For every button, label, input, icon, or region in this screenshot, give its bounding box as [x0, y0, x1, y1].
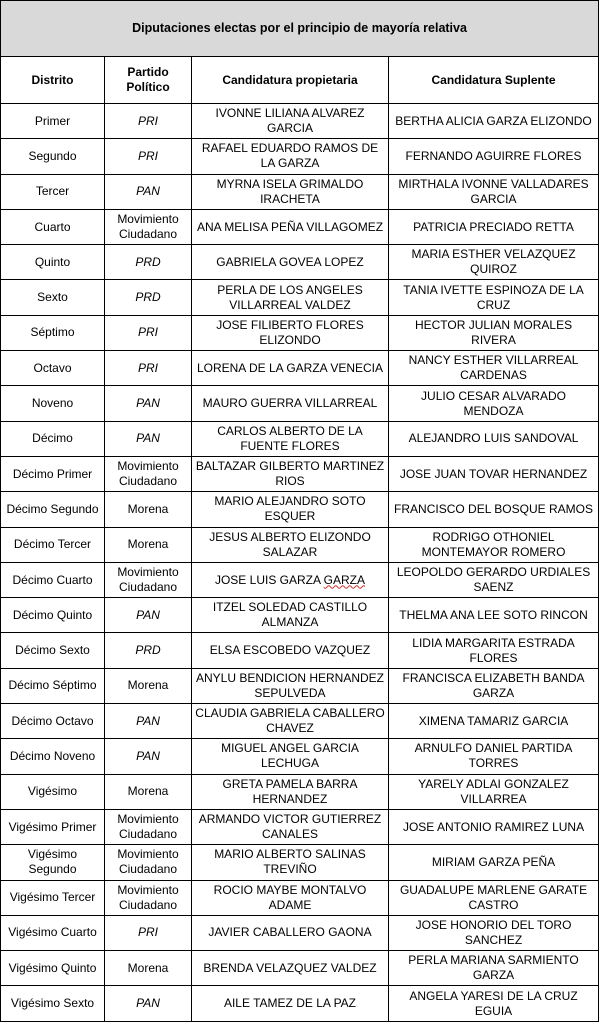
substitute-cell: THELMA ANA LEE SOTO RINCON	[389, 598, 599, 633]
substitute-cell: XIMENA TAMARIZ GARCIA	[389, 704, 599, 739]
district-cell: Décimo Séptimo	[1, 668, 105, 703]
substitute-cell: FRANCISCO DEL BOSQUE RAMOS	[389, 492, 599, 527]
owner-cell: PERLA DE LOS ANGELES VILLARREAL VALDEZ	[192, 280, 389, 315]
table-title-row	[1, 1, 599, 57]
district-cell: Primer	[1, 104, 105, 139]
party-cell: PAN	[105, 174, 192, 209]
district-cell: Décimo	[1, 421, 105, 456]
header-district: Distrito	[1, 57, 105, 104]
owner-cell: MARIO ALBERTO SALINAS TREVIÑO	[192, 845, 389, 880]
owner-cell: RAFAEL EDUARDO RAMOS DE LA GARZA	[192, 139, 389, 174]
substitute-cell: BERTHA ALICIA GARZA ELIZONDO	[389, 104, 599, 139]
table-row	[1, 280, 599, 315]
owner-cell: JOSE FILIBERTO FLORES ELIZONDO	[192, 315, 389, 350]
header-owner: Candidatura propietaria	[192, 57, 389, 104]
district-cell: Décimo Segundo	[1, 492, 105, 527]
party-cell: PRI	[105, 351, 192, 386]
substitute-cell: JULIO CESAR ALVARADO MENDOZA	[389, 386, 599, 421]
substitute-cell: LEOPOLDO GERARDO URDIALES SAENZ	[389, 562, 599, 597]
owner-cell: MIGUEL ANGEL GARCIA LECHUGA	[192, 739, 389, 774]
substitute-cell: HECTOR JULIAN MORALES RIVERA	[389, 315, 599, 350]
table-row	[1, 809, 599, 844]
party-cell: Movimiento Ciudadano	[105, 880, 192, 915]
district-cell: Décimo Noveno	[1, 739, 105, 774]
district-cell: Sexto	[1, 280, 105, 315]
table-row	[1, 174, 599, 209]
district-cell: Vigésimo Tercer	[1, 880, 105, 915]
district-cell: Vigésimo Cuarto	[1, 915, 105, 950]
district-cell: Décimo Cuarto	[1, 562, 105, 597]
table-row	[1, 386, 599, 421]
party-cell: PAN	[105, 704, 192, 739]
party-cell: Movimiento Ciudadano	[105, 456, 192, 491]
district-cell: Cuarto	[1, 209, 105, 244]
owner-cell: CLAUDIA GABRIELA CABALLERO CHAVEZ	[192, 704, 389, 739]
substitute-cell: PATRICIA PRECIADO RETTA	[389, 209, 599, 244]
owner-cell: ANYLU BENDICION HERNANDEZ SEPULVEDA	[192, 668, 389, 703]
party-cell: PRI	[105, 915, 192, 950]
owner-cell: LORENA DE LA GARZA VENECIA	[192, 351, 389, 386]
owner-cell: BRENDA VELAZQUEZ VALDEZ	[192, 951, 389, 986]
owner-name-part: JOSE LUIS GARZA	[214, 572, 324, 587]
party-cell: PRI	[105, 315, 192, 350]
table-row	[1, 668, 599, 703]
district-cell: Décimo Octavo	[1, 704, 105, 739]
table-row	[1, 139, 599, 174]
owner-cell: AILE TAMEZ DE LA PAZ	[192, 986, 389, 1021]
party-cell: PAN	[105, 739, 192, 774]
party-cell: PRI	[105, 104, 192, 139]
party-cell: Movimiento Ciudadano	[105, 562, 192, 597]
header-party: Partido Político	[105, 57, 192, 104]
district-cell: Vigésimo Sexto	[1, 986, 105, 1021]
substitute-cell: MIRIAM GARZA PEÑA	[389, 845, 599, 880]
district-cell: Noveno	[1, 386, 105, 421]
party-cell: PAN	[105, 421, 192, 456]
party-cell: Movimiento Ciudadano	[105, 845, 192, 880]
district-cell: Vigésimo Primer	[1, 809, 105, 844]
header-substitute: Candidatura Suplente	[389, 57, 599, 104]
owner-cell: MYRNA ISELA GRIMALDO IRACHETA	[192, 174, 389, 209]
table-row	[1, 421, 599, 456]
party-cell: Morena	[105, 951, 192, 986]
owner-cell: MARIO ALEJANDRO SOTO ESQUER	[192, 492, 389, 527]
table-row	[1, 527, 599, 562]
table-title: Diputaciones electas por el principio de mayoría relativa	[1, 1, 599, 57]
table-row	[1, 951, 599, 986]
table-row	[1, 104, 599, 139]
substitute-cell: JOSE ANTONIO RAMIREZ LUNA	[389, 809, 599, 844]
table-row	[1, 456, 599, 491]
owner-cell: ITZEL SOLEDAD CASTILLO ALMANZA	[192, 598, 389, 633]
owner-cell: JAVIER CABALLERO GAONA	[192, 915, 389, 950]
table-row	[1, 598, 599, 633]
owner-cell: CARLOS ALBERTO DE LA FUENTE FLORES	[192, 421, 389, 456]
district-cell: Décimo Sexto	[1, 633, 105, 668]
party-cell: PRI	[105, 139, 192, 174]
substitute-cell: MIRTHALA IVONNE VALLADARES GARCIA	[389, 174, 599, 209]
substitute-cell: ALEJANDRO LUIS SANDOVAL	[389, 421, 599, 456]
party-cell: Movimiento Ciudadano	[105, 809, 192, 844]
owner-cell: ROCIO MAYBE MONTALVO ADAME	[192, 880, 389, 915]
substitute-cell: FRANCISCA ELIZABETH BANDA GARZA	[389, 668, 599, 703]
table-row	[1, 986, 599, 1021]
table-row	[1, 209, 599, 244]
owner-cell: IVONNE LILIANA ALVAREZ GARCIA	[192, 104, 389, 139]
owner-cell: ARMANDO VICTOR GUTIERREZ CANALES	[192, 809, 389, 844]
table-row	[1, 351, 599, 386]
district-cell: Vigésimo Segundo	[1, 845, 105, 880]
table-row	[1, 492, 599, 527]
party-cell: PAN	[105, 598, 192, 633]
owner-cell: MAURO GUERRA VILLARREAL	[192, 386, 389, 421]
table-row	[1, 845, 599, 880]
substitute-cell: MARIA ESTHER VELAZQUEZ QUIROZ	[389, 245, 599, 280]
district-cell: Tercer	[1, 174, 105, 209]
table-row	[1, 562, 599, 597]
table-row	[1, 245, 599, 280]
district-cell: Décimo Quinto	[1, 598, 105, 633]
district-cell: Vigésimo	[1, 774, 105, 809]
owner-cell: ELSA ESCOBEDO VAZQUEZ	[192, 633, 389, 668]
party-cell: Morena	[105, 668, 192, 703]
table-row	[1, 739, 599, 774]
substitute-cell: GUADALUPE MARLENE GARATE CASTRO	[389, 880, 599, 915]
district-cell: Quinto	[1, 245, 105, 280]
substitute-cell: ARNULFO DANIEL PARTIDA TORRES	[389, 739, 599, 774]
owner-cell: ANA MELISA PEÑA VILLAGOMEZ	[192, 209, 389, 244]
party-cell: PAN	[105, 386, 192, 421]
substitute-cell: LIDIA MARGARITA ESTRADA FLORES	[389, 633, 599, 668]
district-cell: Octavo	[1, 351, 105, 386]
substitute-cell: ANGELA YARESI DE LA CRUZ EGUIA	[389, 986, 599, 1021]
table-row	[1, 915, 599, 950]
party-cell: Morena	[105, 527, 192, 562]
substitute-cell: FERNANDO AGUIRRE FLORES	[389, 139, 599, 174]
table-row	[1, 704, 599, 739]
party-cell: PRD	[105, 280, 192, 315]
substitute-cell: JOSE JUAN TOVAR HERNANDEZ	[389, 456, 599, 491]
party-cell: PAN	[105, 986, 192, 1021]
party-cell: Movimiento Ciudadano	[105, 209, 192, 244]
table-row	[1, 633, 599, 668]
district-cell: Vigésimo Quinto	[1, 951, 105, 986]
district-cell: Séptimo	[1, 315, 105, 350]
substitute-cell: YARELY ADLAI GONZALEZ VILLARREA	[389, 774, 599, 809]
owner-cell: GABRIELA GOVEA LOPEZ	[192, 245, 389, 280]
substitute-cell: PERLA MARIANA SARMIENTO GARZA	[389, 951, 599, 986]
spellcheck-flagged-word: GARZA	[323, 572, 366, 587]
party-cell: PRD	[105, 633, 192, 668]
table-row	[1, 315, 599, 350]
district-cell: Segundo	[1, 139, 105, 174]
header-row	[1, 57, 599, 104]
owner-cell: BALTAZAR GILBERTO MARTINEZ RIOS	[192, 456, 389, 491]
substitute-cell: NANCY ESTHER VILLARREAL CARDENAS	[389, 351, 599, 386]
party-cell: Morena	[105, 492, 192, 527]
table-row	[1, 880, 599, 915]
substitute-cell: JOSE HONORIO DEL TORO SANCHEZ	[389, 915, 599, 950]
owner-cell: GRETA PAMELA BARRA HERNANDEZ	[192, 774, 389, 809]
party-cell: PRD	[105, 245, 192, 280]
owner-cell	[192, 562, 389, 597]
owner-cell: JESUS ALBERTO ELIZONDO SALAZAR	[192, 527, 389, 562]
district-cell: Décimo Primer	[1, 456, 105, 491]
party-cell: Morena	[105, 774, 192, 809]
table-row	[1, 774, 599, 809]
substitute-cell: RODRIGO OTHONIEL MONTEMAYOR ROMERO	[389, 527, 599, 562]
substitute-cell: TANIA IVETTE ESPINOZA DE LA CRUZ	[389, 280, 599, 315]
district-cell: Décimo Tercer	[1, 527, 105, 562]
